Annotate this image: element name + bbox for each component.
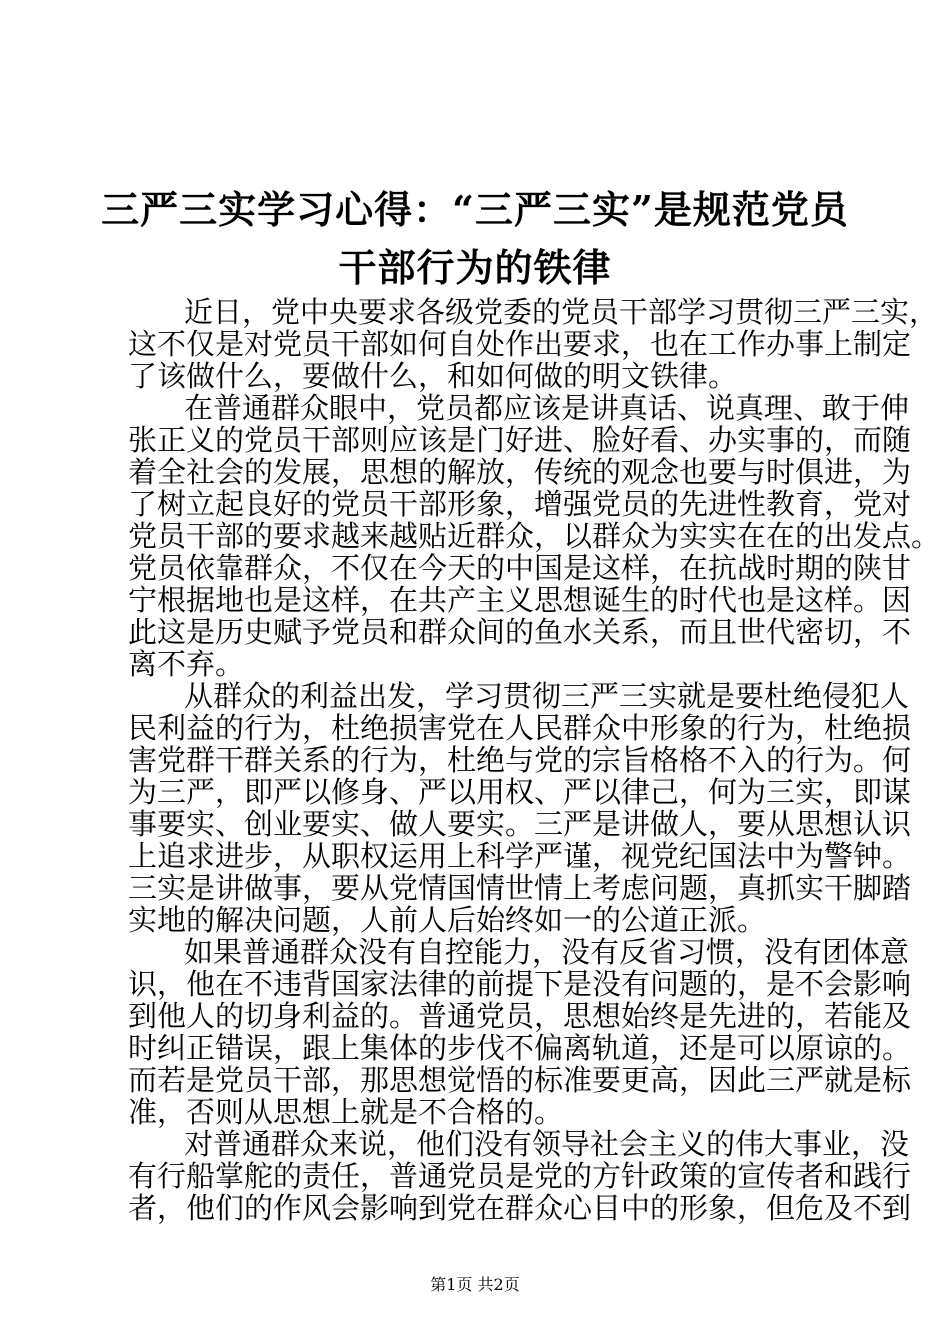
text-line: 民利益的行为，杜绝损害党在人民群众中形象的行为，杜绝损 <box>128 711 912 745</box>
text-line: 者，他们的作风会影响到党在群众心目中的形象，但危及不到 <box>128 1191 912 1225</box>
text-line: 近日，党中央要求各级党委的党员干部学习贯彻三严三实， <box>184 295 939 329</box>
document-body <box>128 295 941 1225</box>
page-footer: 第1页 共2页 <box>430 1275 520 1294</box>
text-line: 害党群干群关系的行为，杜绝与党的宗旨格格不入的行为。何 <box>128 743 912 777</box>
paragraph <box>128 391 941 681</box>
text-line: 实地的解决问题，人前人后始终如一的公道正派。 <box>128 903 767 937</box>
paragraph <box>128 935 912 1129</box>
document-title-line-2: 干部行为的铁律 <box>338 245 612 290</box>
text-line: 在普通群众眼中，党员都应该是讲真话、说真理、敢于伸 <box>184 391 910 425</box>
text-line: 宁根据地也是这样，在共产主义思想诞生的时代也是这样。因 <box>128 583 912 617</box>
paragraph <box>128 295 939 393</box>
text-line: 有行船掌舵的责任，普通党员是党的方针政策的宣传者和践行 <box>128 1159 912 1193</box>
paragraph <box>128 679 912 937</box>
text-line: 三实是讲做事，要从党情国情世情上考虑问题，真抓实干脚踏 <box>128 871 912 905</box>
text-line: 着全社会的发展，思想的解放，传统的观念也要与时俱进，为 <box>128 455 912 489</box>
text-line: 离不弃。 <box>128 647 245 681</box>
text-line: 而若是党员干部，那思想觉悟的标准要更高，因此三严就是标 <box>128 1063 912 1097</box>
text-line: 对普通群众来说，他们没有领导社会主义的伟大事业，没 <box>184 1127 910 1161</box>
text-line: 张正义的党员干部则应该是门好进、脸好看、办实事的，而随 <box>128 423 912 457</box>
text-line: 到他人的切身利益的。普通党员，思想始终是先进的，若能及 <box>128 999 912 1033</box>
document-title-line-1: 三严三实学习心得：“三严三实”是规范党员 <box>101 187 849 232</box>
text-line: 上追求进步，从职权运用上科学严谨，视党纪国法中为警钟。 <box>128 839 912 873</box>
text-line: 党员干部的要求越来越贴近群众，以群众为实实在在的出发点。 <box>128 519 941 553</box>
text-line: 为三严，即严以修身、严以用权、严以律己，何为三实，即谋 <box>128 775 912 809</box>
text-line: 如果普通群众没有自控能力，没有反省习惯，没有团体意 <box>184 935 910 969</box>
text-line: 识，他在不违背国家法律的前提下是没有问题的，是不会影响 <box>128 967 912 1001</box>
text-line: 准，否则从思想上就是不合格的。 <box>128 1095 564 1129</box>
text-line: 这不仅是对党员干部如何自处作出要求，也在工作办事上制定 <box>128 327 912 361</box>
text-line: 从群众的利益出发，学习贯彻三严三实就是要杜绝侵犯人 <box>184 679 910 713</box>
paragraph <box>128 1127 912 1225</box>
text-line: 时纠正错误，跟上集体的步伐不偏离轨道，还是可以原谅的。 <box>128 1031 912 1065</box>
text-line: 党员依靠群众，不仅在今天的中国是这样，在抗战时期的陕甘 <box>128 551 912 585</box>
text-line: 了树立起良好的党员干部形象，增强党员的先进性教育，党对 <box>128 487 912 521</box>
text-line: 此这是历史赋予党员和群众间的鱼水关系，而且世代密切，不 <box>128 615 912 649</box>
text-line: 事要实、创业要实、做人要实。三严是讲做人，要从思想认识 <box>128 807 912 841</box>
text-line: 了该做什么，要做什么，和如何做的明文铁律。 <box>128 359 738 393</box>
